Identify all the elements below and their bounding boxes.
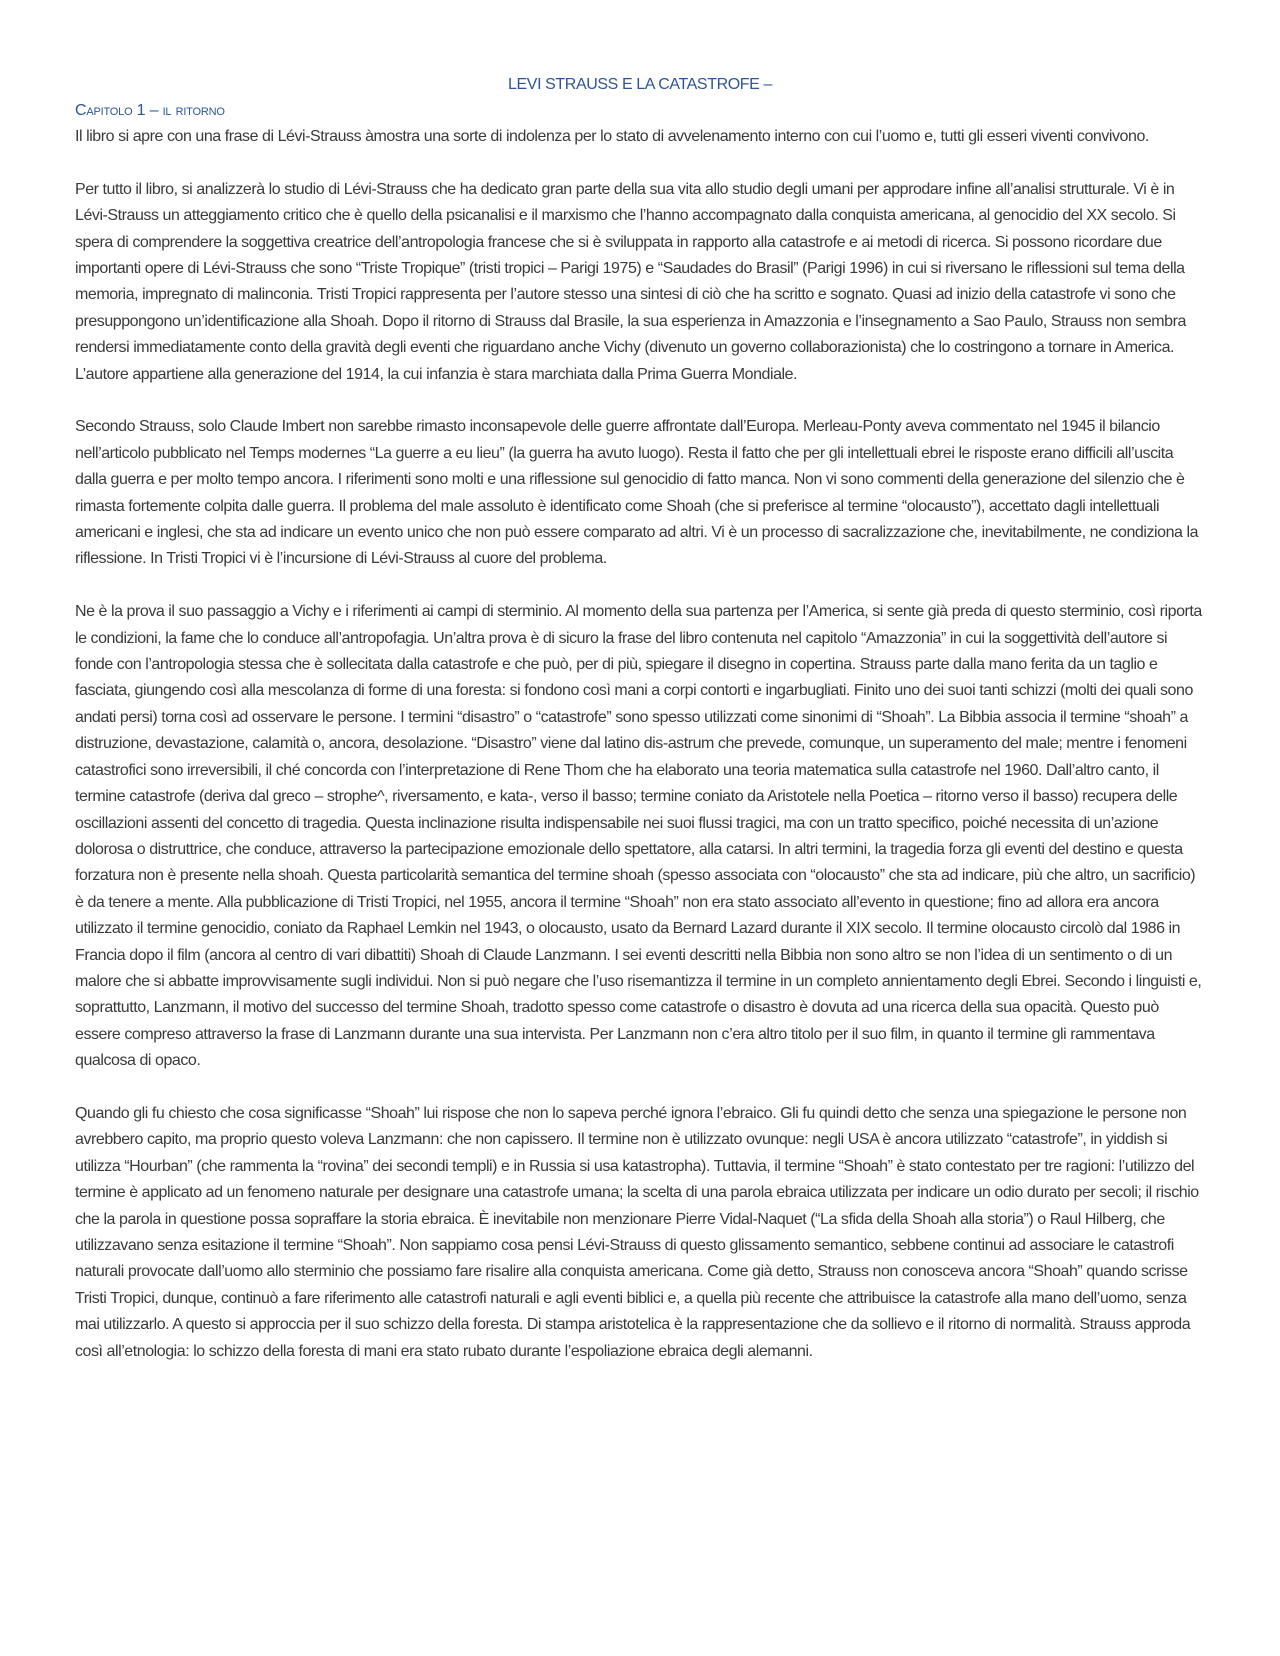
document-page [75, 72, 1205, 1391]
chapter-heading: Capitolo 1 – il ritorno [75, 102, 225, 119]
paragraph-4: Ne è la prova il suo passaggio a Vichy e i riferimenti ai campi di sterminio. Al momento della sua partenza per l’America, si sente già preda di questo sterminio, così riporta le condizioni, la fame che lo conduce all’antropofagia. Un’altra prova è di sicuro la frase del libro contenuta nel capitolo “Amazzonia” in cui la soggettività dell’autore si fonde con l’antropologia stessa che è sollecitata dalla catastrofe e che può, per di più, spiegare il disegno in copertina. Strauss parte dalla mano ferita da un taglio e fasciata, giungendo così alla mescolanza di forme di una foresta: si fondono così mani a corpi contorti e ingarbugliati. Finito uno dei suoi tanti schizzi (molti dei quali sono andati persi) torna così ad osservare le persone. I termini “disastro” o “catastrofe” sono spesso utilizzati come sinonimi di “Shoah”. La Bibbia associa il termine “shoah” a distruzione, devastazione, calamità o, ancora, desolazione. “Disastro” viene dal latino dis-astrum che prevede, comunque, un superamento del male; mentre i fenomeni catastrofici sono irreversibili, il ché concorda con l’interpretazione di Rene Thom che ha elaborato una teoria matematica sulla catastrofe nel 1960. Dall’altro canto, il termine catastrofe (deriva dal greco – strophe^, riversamento, e kata-, verso il basso; termine coniato da Aristotele nella Poetica – ritorno verso il basso) recupera delle oscillazioni assenti del concetto di tragedia. Questa inclinazione risulta indispensabile nei suoi flussi tragici, ma con un tratto specifico, poiché necessita di un’azione dolorosa o distruttrice, che conduce, attraverso la partecipazione emozionale dello spettatore, alla catarsi. In altri termini, la tragedia forza gli eventi del destino e questa forzatura non è presente nella shoah. Questa particolarità semantica del termine shoah (spesso associata con “olocausto” che sta ad indicare, più che altro, un sacrificio) è da tenere a mente. Alla pubblicazione di Tristi Tropici, nel 1955, ancora il termine “Shoah” non era stato associato all’evento in questione; fino ad allora era ancora utilizzato il termine genocidio, coniato da Raphael Lemkin nel 1943, o olocausto, usato da Bernard Lazard durante il XIX secolo. Il termine olocausto circolò dal 1986 in Francia dopo il film (ancora al centro di vari dibattiti) Shoah di Claude Lanzmann. I sei eventi descritti nella Bibbia non sono altro se non l’idea di un sentimento o di un malore che si abbatte improvvisamente sugli individui. Non si può negare che l’uso risemantizza il termine in un completo annientamento degli Ebrei. Secondo i linguisti e, soprattutto, Lanzmann, il motivo del successo del termine Shoah, tradotto spesso come catastrofe o disastro è dovuta ad una ricerca della sua opacità. Questo può essere compreso attraverso la frase di Lanzmann durante una sua intervista. Per Lanzmann non c’era altro titolo per il suo film, in quanto il termine gli rammentava qualcosa di opaco. [75, 603, 1202, 1070]
document-title: LEVI STRAUSS E LA CATASTROFE – [508, 76, 772, 93]
paragraph-5: Quando gli fu chiesto che cosa significasse “Shoah” lui rispose che non lo sapeva perché ignora l’ebraico. Gli fu quindi detto che senza una spiegazione le persone non avrebbero capito, ma proprio questo voleva Lanzmann: che non capissero. Il termine non è utilizzato ovunque: negli USA è ancora utilizzato “catastrofe”, in yiddish si utilizza “Hourban” (che rammenta la “rovina” dei secondi templi) e in Russia si usa katastropha). Tuttavia, il termine “Shoah” è stato contestato per tre ragioni: l’utilizzo del termine è applicato ad un fenomeno naturale per designare una catastrofe umana; la scelta di una parola ebraica utilizzata per indicare un odio durato per secoli; il rischio che la parola in questione possa sopraffare la storia ebraica. È inevitabile non menzionare Pierre Vidal-Naquet (“La sfida della Shoah alla storia”) o Raul Hilberg, che utilizzavano senza esitazione il termine “Shoah”. Non sappiamo cosa pensi Lévi-Strauss di questo glissamento semantico, sebbene continui ad associare le catastrofi naturali provocate dall’uomo allo sterminio che possiamo fare risalire alla conquista americana. Come già detto, Strauss non conosceva ancora “Shoah” quando scrisse Tristi Tropici, dunque, continuò a fare riferimento alle catastrofi naturali e agli eventi biblici e, a quella più recente che attribuisce la catastrofe alla mano dell’uomo, senza mai utilizzarlo. A questo si approccia per il suo schizzo della foresta. Di stampa aristotelica è la rappresentazione che da sollievo e il ritorno di normalità. Strauss approda così all’etnologia: lo schizzo della foresta di mani era stato rubato durante l’espoliazione ebraica degli alemanni. [75, 1104, 1199, 1360]
paragraph-1: Il libro si apre con una frase di Lévi-Strauss àmostra una sorte di indolenza per lo stato di avvelenamento interno con cui l’uomo e, tutti gli esseri viventi convivono. [75, 128, 1149, 145]
paragraph-3: Secondo Strauss, solo Claude Imbert non sarebbe rimasto inconsapevole delle guerre affrontate dall’Europa. Merleau-Ponty aveva commentato nel 1945 il bilancio nell’articolo pubblicato nel Temps modernes “La guerre a eu lieu” (la guerra ha avuto luogo). Resta il fatto che per gli intellettuali ebrei le risposte erano difficili all’uscita dalla guerra e per molto tempo ancora. I riferimenti sono molti e una riflessione sul genocidio di fatto manca. Non vi sono commenti della generazione del silenzio che è rimasta fortemente colpita dalle guerra. Il problema del male assoluto è identificato come Shoah (che si preferisce al termine “olocausto”), accettato dagli intellettuali americani e inglesi, che sta ad indicare un evento unico che non può essere comparato ad altri. Vi è un processo di sacralizzazione che, inevitabilmente, ne condiziona la riflessione. In Tristi Tropici vi è l’incursione di Lévi-Strauss al cuore del problema. [75, 418, 1199, 568]
paragraph-2: Per tutto il libro, si analizzerà lo studio di Lévi-Strauss che ha dedicato gran parte della sua vita allo studio degli umani per approdare infine all’analisi strutturale. Vi è in Lévi-Strauss un atteggiamento critico che è quello della psicanalisi e il marxismo che l’hanno accompagnato dalla conquista americana, al genocidio del XX secolo. Si spera di comprendere la soggettiva creatrice dell’antropologia francese che si è sviluppata in rapporto alla catastrofe e ai metodi di ricerca. Si possono ricordare due importanti opere di Lévi-Strauss che sono “Triste Tropique” (tristi tropici – Parigi 1975) e “Saudades do Brasil” (Parigi 1996) in cui si riversano le riflessioni sul tema della memoria, impregnato di malinconia. Tristi Tropici rappresenta per l’autore stesso una sintesi di ciò che ha scritto e sognato. Quasi ad inizio della catastrofe vi sono che presuppongono un’identificazione alla Shoah. Dopo il ritorno di Strauss dal Brasile, la sua esperienza in Amazzonia e l’insegnamento a Sao Paulo, Strauss non sembra rendersi immediatamente conto della gravità degli eventi che riguardano anche Vichy (divenuto un governo collaborazionista) che lo costringono a tornare in America. L’autore appartiene alla generazione del 1914, la cui infanzia è stara marchiata dalla Prima Guerra Mondiale. [75, 180, 1186, 383]
